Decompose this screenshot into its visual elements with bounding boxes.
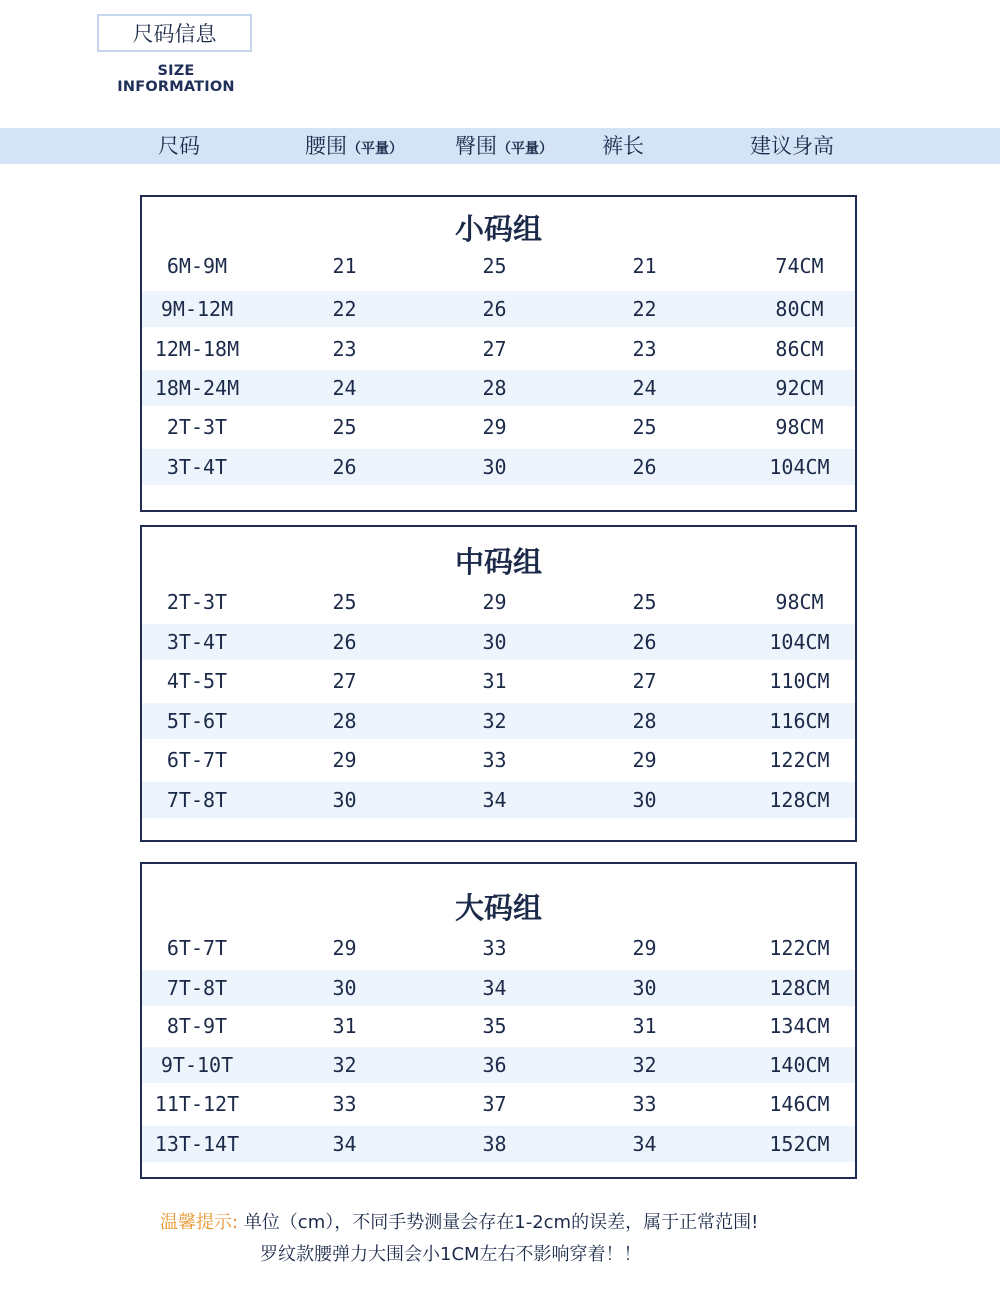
- table-row: [142, 248, 855, 284]
- cell-length: 30: [632, 788, 657, 812]
- header-size: 尺码: [158, 134, 200, 158]
- cell-size: 11T-12T: [154, 1092, 240, 1116]
- header-length: 裤长: [602, 134, 644, 158]
- cell-hip: 30: [482, 630, 507, 654]
- cell-hip: 25: [482, 254, 507, 278]
- warm-tip: [160, 1207, 860, 1271]
- cell-size: 18M-24M: [154, 376, 240, 400]
- table-row: [142, 1126, 855, 1162]
- cell-length: 28: [632, 709, 657, 733]
- section-subtitle: SIZE INFORMATION: [117, 63, 235, 95]
- cell-waist: 25: [332, 415, 357, 439]
- group-title: 小码组: [454, 212, 542, 246]
- cell-height: 110CM: [769, 669, 830, 693]
- cell-hip: 36: [482, 1053, 507, 1077]
- cell-size: 8T-9T: [166, 1014, 228, 1038]
- table-row: [142, 663, 855, 699]
- cell-length: 32: [632, 1053, 657, 1077]
- cell-size: 3T-4T: [166, 630, 228, 654]
- cell-hip: 34: [482, 788, 507, 812]
- cell-length: 23: [632, 337, 657, 361]
- cell-height: 74CM: [775, 254, 824, 278]
- cell-size: 4T-5T: [166, 669, 228, 693]
- section-title-box: [97, 14, 252, 52]
- table-row: [142, 930, 855, 966]
- cell-waist: 21: [332, 254, 357, 278]
- cell-size: 13T-14T: [154, 1132, 240, 1156]
- cell-waist: 22: [332, 297, 357, 321]
- header-waist-note: （平量）: [347, 141, 403, 157]
- cell-size: 2T-3T: [166, 415, 228, 439]
- cell-height: 128CM: [769, 976, 830, 1000]
- cell-height: 134CM: [769, 1014, 830, 1038]
- cell-height: 122CM: [769, 936, 830, 960]
- size-group-large: [140, 862, 857, 1179]
- cell-waist: 25: [332, 590, 357, 614]
- table-row: [142, 970, 855, 1006]
- cell-waist: 26: [332, 630, 357, 654]
- cell-size: 7T-8T: [166, 788, 228, 812]
- cell-waist: 29: [332, 748, 357, 772]
- cell-waist: 24: [332, 376, 357, 400]
- cell-length: 22: [632, 297, 657, 321]
- table-row: [142, 1086, 855, 1122]
- size-group-small: [140, 195, 857, 512]
- cell-waist: 33: [332, 1092, 357, 1116]
- cell-size: 6T-7T: [166, 936, 228, 960]
- cell-waist: 28: [332, 709, 357, 733]
- cell-size: 2T-3T: [166, 590, 228, 614]
- cell-hip: 26: [482, 297, 507, 321]
- cell-hip: 31: [482, 669, 507, 693]
- tip-line-1: 单位（cm），不同手势测量会存在1-2cm的误差，属于正常范围!: [243, 1212, 759, 1233]
- table-row: [142, 1008, 855, 1044]
- table-row: [142, 703, 855, 739]
- cell-hip: 29: [482, 415, 507, 439]
- cell-height: 92CM: [775, 376, 824, 400]
- tip-line-2: 罗纹款腰弹力大围会小1CM左右不影响穿着！！: [260, 1244, 642, 1265]
- table-row: [142, 624, 855, 660]
- cell-size: 7T-8T: [166, 976, 228, 1000]
- cell-length: 34: [632, 1132, 657, 1156]
- cell-length: 30: [632, 976, 657, 1000]
- cell-height: 80CM: [775, 297, 824, 321]
- cell-hip: 34: [482, 976, 507, 1000]
- group-title: 中码组: [454, 545, 542, 579]
- table-row: [142, 584, 855, 620]
- cell-length: 27: [632, 669, 657, 693]
- cell-size: 12M-18M: [154, 337, 240, 361]
- cell-height: 152CM: [769, 1132, 830, 1156]
- table-row: [142, 742, 855, 778]
- cell-hip: 33: [482, 936, 507, 960]
- tip-label: 温馨提示:: [160, 1212, 239, 1233]
- cell-waist: 32: [332, 1053, 357, 1077]
- cell-height: 146CM: [769, 1092, 830, 1116]
- header-height: 建议身高: [750, 134, 834, 158]
- cell-hip: 27: [482, 337, 507, 361]
- cell-length: 25: [632, 415, 657, 439]
- size-group-medium: [140, 525, 857, 842]
- cell-hip: 35: [482, 1014, 507, 1038]
- cell-length: 26: [632, 630, 657, 654]
- cell-size: 9T-10T: [160, 1053, 234, 1077]
- cell-hip: 38: [482, 1132, 507, 1156]
- header-waist: 腰围（平量）: [305, 134, 403, 158]
- table-row: [142, 1047, 855, 1083]
- table-row: [142, 370, 855, 406]
- cell-hip: 33: [482, 748, 507, 772]
- cell-size: 6M-9M: [166, 254, 228, 278]
- cell-size: 3T-4T: [166, 455, 228, 479]
- cell-length: 25: [632, 590, 657, 614]
- cell-height: 128CM: [769, 788, 830, 812]
- cell-size: 9M-12M: [160, 297, 234, 321]
- cell-hip: 37: [482, 1092, 507, 1116]
- cell-height: 122CM: [769, 748, 830, 772]
- group-title: 大码组: [454, 891, 542, 925]
- section-title: 尺码信息: [132, 22, 217, 46]
- cell-size: 6T-7T: [166, 748, 228, 772]
- cell-height: 104CM: [769, 630, 830, 654]
- cell-height: 98CM: [775, 590, 824, 614]
- cell-waist: 30: [332, 976, 357, 1000]
- cell-size: 5T-6T: [166, 709, 228, 733]
- cell-waist: 31: [332, 1014, 357, 1038]
- cell-length: 26: [632, 455, 657, 479]
- cell-waist: 30: [332, 788, 357, 812]
- cell-height: 104CM: [769, 455, 830, 479]
- cell-waist: 23: [332, 337, 357, 361]
- cell-waist: 29: [332, 936, 357, 960]
- cell-hip: 32: [482, 709, 507, 733]
- cell-hip: 29: [482, 590, 507, 614]
- cell-waist: 34: [332, 1132, 357, 1156]
- column-header-band: [0, 128, 1000, 164]
- table-row: [142, 291, 855, 327]
- cell-length: 29: [632, 936, 657, 960]
- cell-height: 98CM: [775, 415, 824, 439]
- cell-length: 31: [632, 1014, 657, 1038]
- header-hip-note: （平量）: [497, 141, 553, 157]
- header-hip: 臀围（平量）: [455, 134, 553, 158]
- table-row: [142, 782, 855, 818]
- cell-waist: 26: [332, 455, 357, 479]
- cell-height: 116CM: [769, 709, 830, 733]
- cell-length: 29: [632, 748, 657, 772]
- cell-waist: 27: [332, 669, 357, 693]
- cell-length: 21: [632, 254, 657, 278]
- table-row: [142, 409, 855, 445]
- cell-hip: 30: [482, 455, 507, 479]
- cell-length: 24: [632, 376, 657, 400]
- table-row: [142, 449, 855, 485]
- table-row: [142, 331, 855, 367]
- cell-height: 140CM: [769, 1053, 830, 1077]
- cell-height: 86CM: [775, 337, 824, 361]
- cell-length: 33: [632, 1092, 657, 1116]
- cell-hip: 28: [482, 376, 507, 400]
